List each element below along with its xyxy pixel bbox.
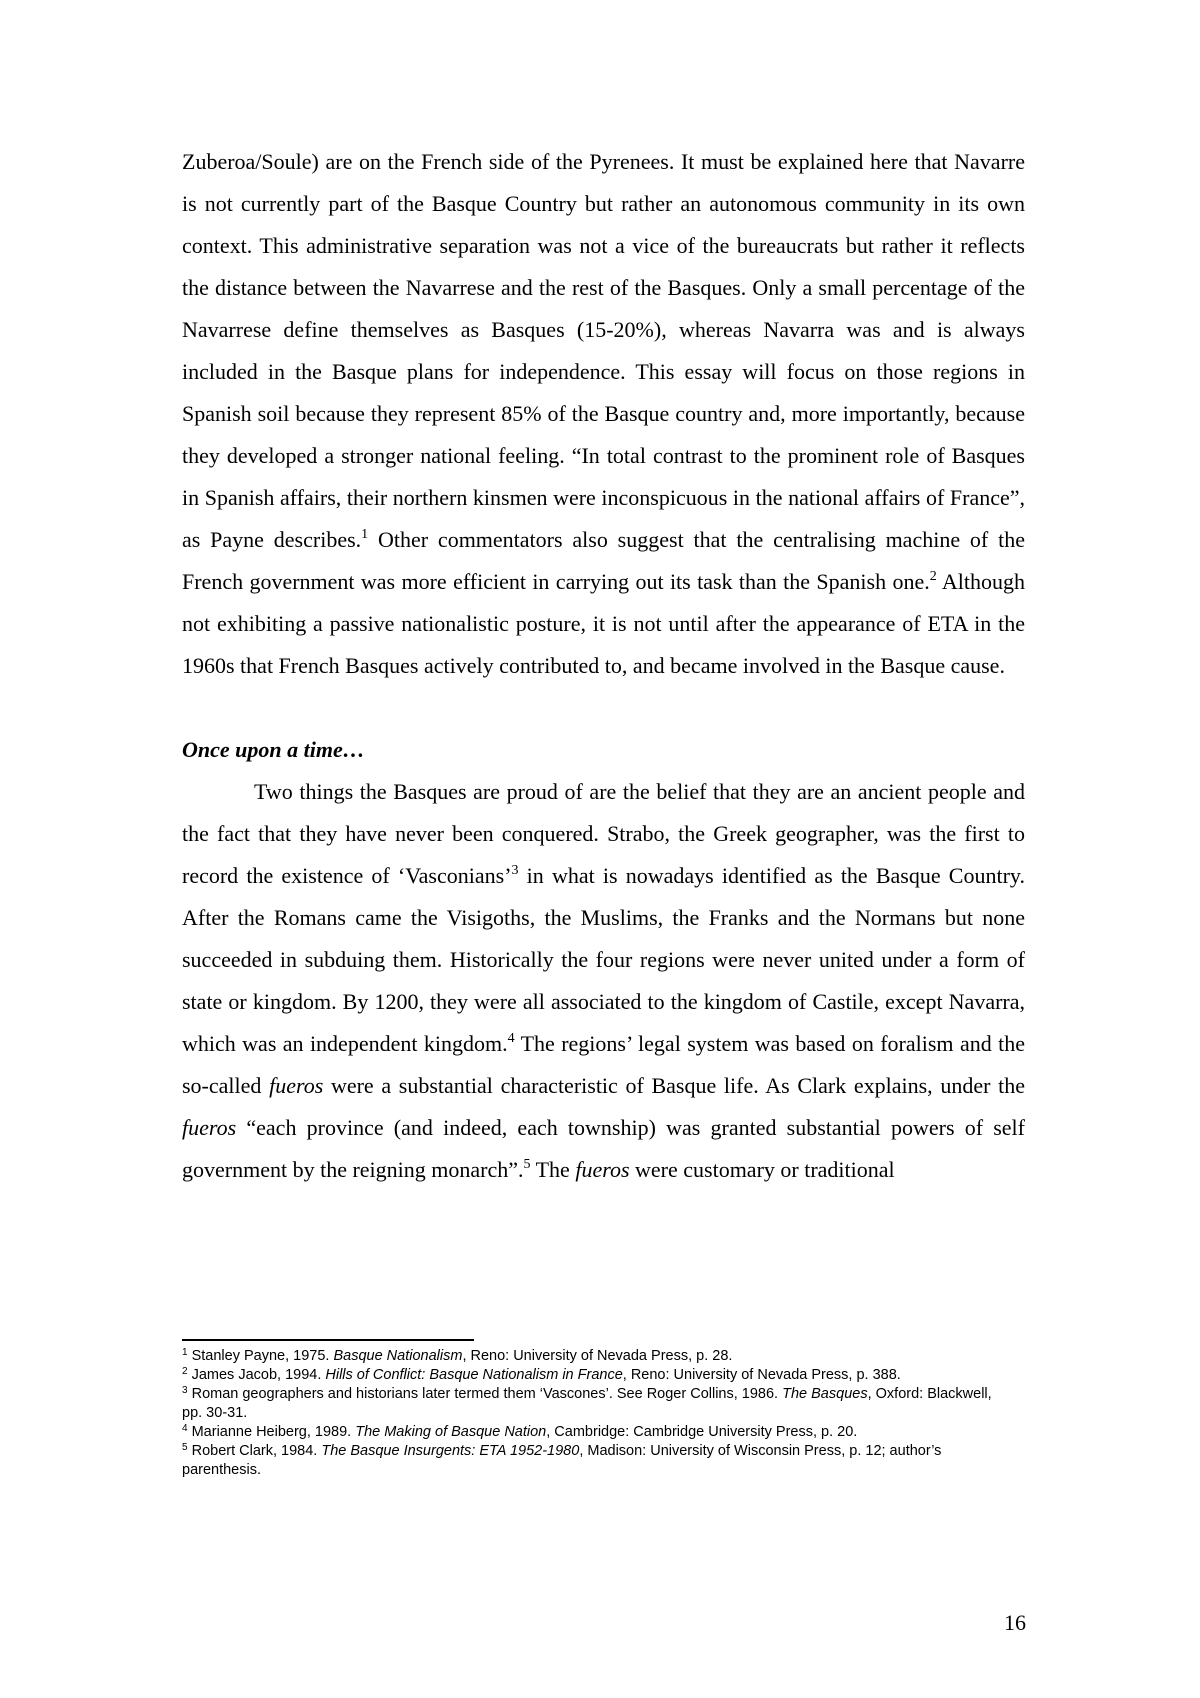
- footnote-text: Roman geographers and historians later termed them ‘Vascones’. See Roger Collins, 1986.: [187, 1386, 783, 1402]
- footnote-number: 3: [182, 1385, 188, 1396]
- footnote-text: , Reno: University of Nevada Press, p. 388.: [622, 1367, 901, 1383]
- footnote-2: [182, 1366, 1012, 1385]
- footnote-title: Basque Nationalism: [333, 1348, 463, 1364]
- footnote-number: 4: [182, 1423, 188, 1434]
- paragraph-2-text-c: The regions’ legal system was based on foralism and the so-called: [182, 1031, 1025, 1098]
- footnote-ref-1[interactable]: 1: [361, 527, 369, 542]
- footnote-text: Stanley Payne, 1975.: [187, 1348, 334, 1364]
- footnotes: [182, 1347, 1012, 1480]
- footnote-number: 2: [182, 1366, 188, 1377]
- footnote-title: Hills of Conflict: Basque Nationalism in France: [325, 1367, 623, 1383]
- paragraph-1-text-b: Other commentators also suggest that the centralising machine of the French government was more efficient in carrying out its task than the Spanish one.: [182, 527, 1025, 594]
- footnote-4: [182, 1423, 1012, 1442]
- paragraph-2-text-d: were a substantial characteristic of Basque life. As Clark explains, under the: [323, 1073, 1025, 1098]
- footnote-text: , Cambridge: Cambridge University Press, p. 20.: [546, 1424, 858, 1440]
- footnote-text: James Jacob, 1994.: [187, 1367, 326, 1383]
- paragraph-2-text-f: The: [530, 1157, 576, 1182]
- italic-term-fueros: fueros: [182, 1115, 237, 1140]
- page-number: 16: [1004, 1610, 1026, 1635]
- footnote-title: The Basque Insurgents: ETA 1952-1980: [321, 1443, 580, 1459]
- footnote-text: , Reno: University of Nevada Press, p. 28.: [462, 1348, 733, 1364]
- footnote-ref-3[interactable]: 3: [511, 863, 519, 878]
- paragraph-1-text-a: Zuberoa/Soule) are on the French side of the Pyrenees. It must be explained here that Navarre is not currently part of the Basque Country but rather an autonomous community in its own context. This administrative separation was not a vice of the bureaucrats but rather it reflects the distance between the Navarrese and the rest of the Basques. Only a small percentage of the Navarrese define themselves as Basques (15-20%), whereas Navarra was and is always included in the Basque plans for independence. This essay will focus on those regions in Spanish soil because they represent 85% of the Basque country and, more importantly, because they developed a stronger national feeling. “In total contrast to the prominent role of Basques in Spanish affairs, their northern kinsmen were inconspicuous in the national affairs of France”, as Payne describes.: [182, 149, 1025, 552]
- footnote-number: 1: [182, 1347, 188, 1358]
- footnote-title: The Making of Basque Nation: [355, 1424, 547, 1440]
- footnote-ref-2[interactable]: 2: [929, 569, 937, 584]
- footnote-1: [182, 1347, 1012, 1366]
- body-text: [182, 141, 1025, 1191]
- section-heading: Once upon a time…: [182, 737, 365, 762]
- footnote-3: [182, 1385, 1012, 1423]
- paragraph-1-text-c: Although not exhibiting a passive nationalistic posture, it is not until after the appearance of ETA in the 1960s that French Basques actively contributed to, and became involved in the Basque cause.: [182, 569, 1025, 678]
- footnote-text: , Oxford: Blackwell, pp. 30-31.: [182, 1386, 992, 1421]
- paragraph-2-text-e: “each province (and indeed, each township) was granted substantial powers of self government by the reigning monarch”.: [182, 1115, 1025, 1182]
- italic-term-fueros: fueros: [269, 1073, 324, 1098]
- paragraph-2-text-b: in what is nowadays identified as the Basque Country. After the Romans came the Visigoths, the Muslims, the Franks and the Normans but none succeeded in subduing them. Historically the four regions were never united under a form of state or kingdom. By 1200, they were all associated to the kingdom of Castile, except Navarra, which was an independent kingdom.: [182, 863, 1025, 1056]
- italic-term-fueros: fueros: [575, 1157, 630, 1182]
- footnote-text: Robert Clark, 1984.: [187, 1443, 322, 1459]
- paragraph-2-text-g: were customary or traditional: [629, 1157, 895, 1182]
- footnote-number: 5: [182, 1442, 188, 1453]
- paragraph-1: [182, 141, 1025, 687]
- footnote-ref-5[interactable]: 5: [523, 1157, 531, 1172]
- footnote-text: Marianne Heiberg, 1989.: [187, 1424, 356, 1440]
- footnote-text: , Madison: University of Wisconsin Press, p. 12; author’s parenthesis.: [182, 1443, 942, 1478]
- footnote-separator: [182, 1339, 474, 1341]
- paragraph-2-text-a: Two things the Basques are proud of are the belief that they are an ancient people and the fact that they have never been conquered. Strabo, the Greek geographer, was the first to record the existence of ‘Vasconians’: [182, 779, 1025, 888]
- footnote-5: [182, 1442, 1012, 1480]
- paragraph-2: [182, 771, 1025, 1191]
- footnote-ref-4[interactable]: 4: [507, 1031, 515, 1046]
- footnote-title: The Basques: [782, 1386, 868, 1402]
